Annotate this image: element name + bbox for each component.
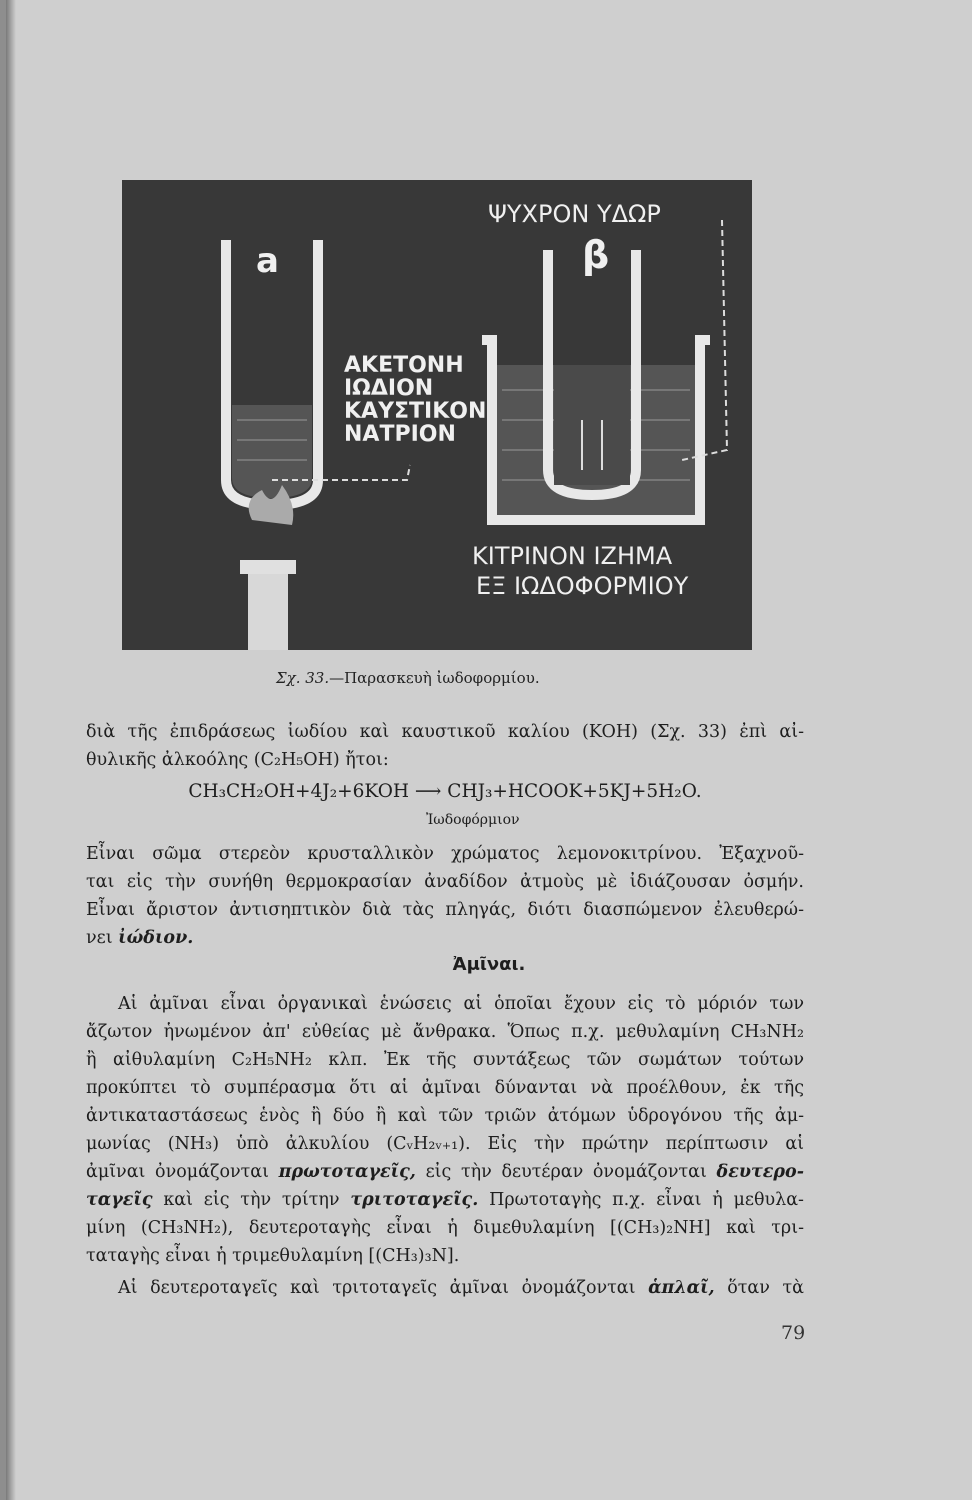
- line-2: θυλικῆς ἀλκοόλης (C₂H₅OH) ἤτοι:: [86, 750, 389, 770]
- cold-water-label: ΨΥΧΡΟΝ ΥΔΩΡ: [488, 200, 661, 228]
- para-line-5: ἀντικαταστάσεως ἑνὸς ἢ δύο ἢ καὶ τῶν τριῶν ἀτόμων ὑδρογόνου τῆς ἀμ-: [86, 1106, 804, 1126]
- para-line-1: Αἱ ἀμῖναι εἶναι ὀργανικαὶ ἑνώσεις αἱ ὁποῖαι ἔχουν εἰς τὸ μόριόν των: [118, 994, 804, 1014]
- section-heading: Ἀμῖναι.: [452, 954, 526, 975]
- para-line-2: ἄζωτον ἡνωμένον ἀπ' εὐθείας μὲ ἄνθρακα. Ὅπως π.χ. μεθυλαμίνη CH₃NH₂: [86, 1022, 804, 1042]
- tube-a-label: a: [256, 241, 279, 281]
- book-page: [6, 0, 972, 1500]
- line-1: διὰ τῆς ἐπιδράσεως ἰωδίου καὶ καυστικοῦ καλίου (KOH) (Σχ. 33) ἐπὶ αἰ-: [86, 722, 804, 742]
- line-5: Εἶναι ἄριστον ἀντισηπτικὸν διὰ τὰς πληγάς, διότι διασπώμενον ἐλευθερώ-: [86, 900, 804, 920]
- p7-start: ἀμῖναι ὀνομάζονται: [86, 1162, 269, 1182]
- caption-prefix: Σχ. 33.: [276, 669, 330, 687]
- term-secondary-start: δευτερο-: [716, 1162, 804, 1182]
- caption-text: —Παρασκευὴ ἰωδοφορμίου.: [329, 669, 540, 687]
- reagent-2: ΙΩΔΙΟΝ: [344, 376, 434, 401]
- term-tertiary: τριτοταγεῖς.: [350, 1190, 479, 1210]
- page-number: 79: [781, 1322, 806, 1344]
- p7-mid: εἰς τὴν δευτέραν ὀνομάζονται: [425, 1162, 707, 1182]
- para-line-8: [86, 1186, 804, 1214]
- tube-b-label: β: [582, 233, 610, 277]
- reagent-1: ΑΚΕΤΟΝΗ: [344, 353, 464, 378]
- p8-mid: καὶ εἰς τὴν τρίτην: [163, 1190, 340, 1210]
- equation-label: Ἰωδοφόρμιον: [426, 812, 520, 828]
- para-line-9: μίνη (CH₃NH₂), δευτεροταγὴς εἶναι ἡ διμεθυλαμίνη [(CH₃)₂NH] καὶ τρι-: [86, 1218, 804, 1238]
- equation: CH₃CH₂OH+4J₂+6KOH ⟶ CHJ₃+HCOOK+5KJ+5H₂O.: [188, 781, 702, 802]
- iodine-term: ἰώδιον.: [118, 928, 194, 948]
- tube-a-liquid: [232, 405, 312, 498]
- reagent-4: ΝΑΤΡΙΟΝ: [344, 422, 456, 447]
- precipitate-label-1: ΚΙΤΡΙΝΟΝ ΙΖΗΜΑ: [472, 542, 673, 570]
- term-secondary-end: ταγεῖς: [86, 1190, 153, 1210]
- para-line-7: [86, 1158, 804, 1186]
- para-line-6: μωνίας (NH₃) ὑπὸ ἀλκυλίου (CᵥH₂ᵥ₊₁). Εἰς τὴν πρώτην περίπτωσιν αἱ: [86, 1134, 804, 1154]
- para-line-10: ταταγὴς εἶναι ἡ τριμεθυλαμίνη [(CH₃)₃N].: [86, 1246, 460, 1266]
- line-6: [86, 924, 804, 952]
- line-4: ται εἰς τὴν συνήθη θερμοκρασίαν ἀναδίδον ἀτμοὺς μὲ ἰδιάζουσαν ὀσμήν.: [86, 872, 804, 892]
- para-line-11: [118, 1274, 804, 1302]
- para-line-4: προκύπτει τὸ συμπέρασμα ὅτι αἱ ἀμῖναι δύνανται νὰ προέλθουν, ἐκ τῆς: [86, 1078, 804, 1098]
- p11-start: Αἱ δευτεροταγεῖς καὶ τριτοταγεῖς ἀμῖναι ὀνομάζονται: [118, 1278, 636, 1298]
- reagent-3: ΚΑΥΣΤΙΚΟΝ: [344, 399, 487, 424]
- tube-b-liquid: [554, 365, 630, 485]
- burner-body: [248, 574, 288, 650]
- iodoform-figure: [122, 180, 752, 650]
- line-6-start: νει: [86, 928, 113, 948]
- p11-end: ὅταν τὰ: [727, 1278, 804, 1298]
- line-3: Εἶναι σῶμα στερεὸν κρυσταλλικὸν χρώματος λεμονοκιτρίνου. Ἐξαχνοῦ-: [86, 844, 804, 864]
- term-primary: πρωτοταγεῖς,: [278, 1162, 416, 1182]
- para-line-3: ἢ αἰθυλαμίνη C₂H₅NH₂ κλπ. Ἐκ τῆς συντάξεως τῶν σωμάτων τούτων: [86, 1050, 804, 1070]
- precipitate-label-2: ΕΞ ΙΩΔΟΦΟΡΜΙΟΥ: [476, 572, 689, 600]
- p8-end: Πρωτοταγὴς π.χ. εἶναι ἡ μεθυλα-: [489, 1190, 804, 1210]
- figure-caption: [276, 669, 540, 687]
- term-simple: ἁπλαῖ,: [648, 1278, 715, 1298]
- burner-top: [240, 560, 296, 574]
